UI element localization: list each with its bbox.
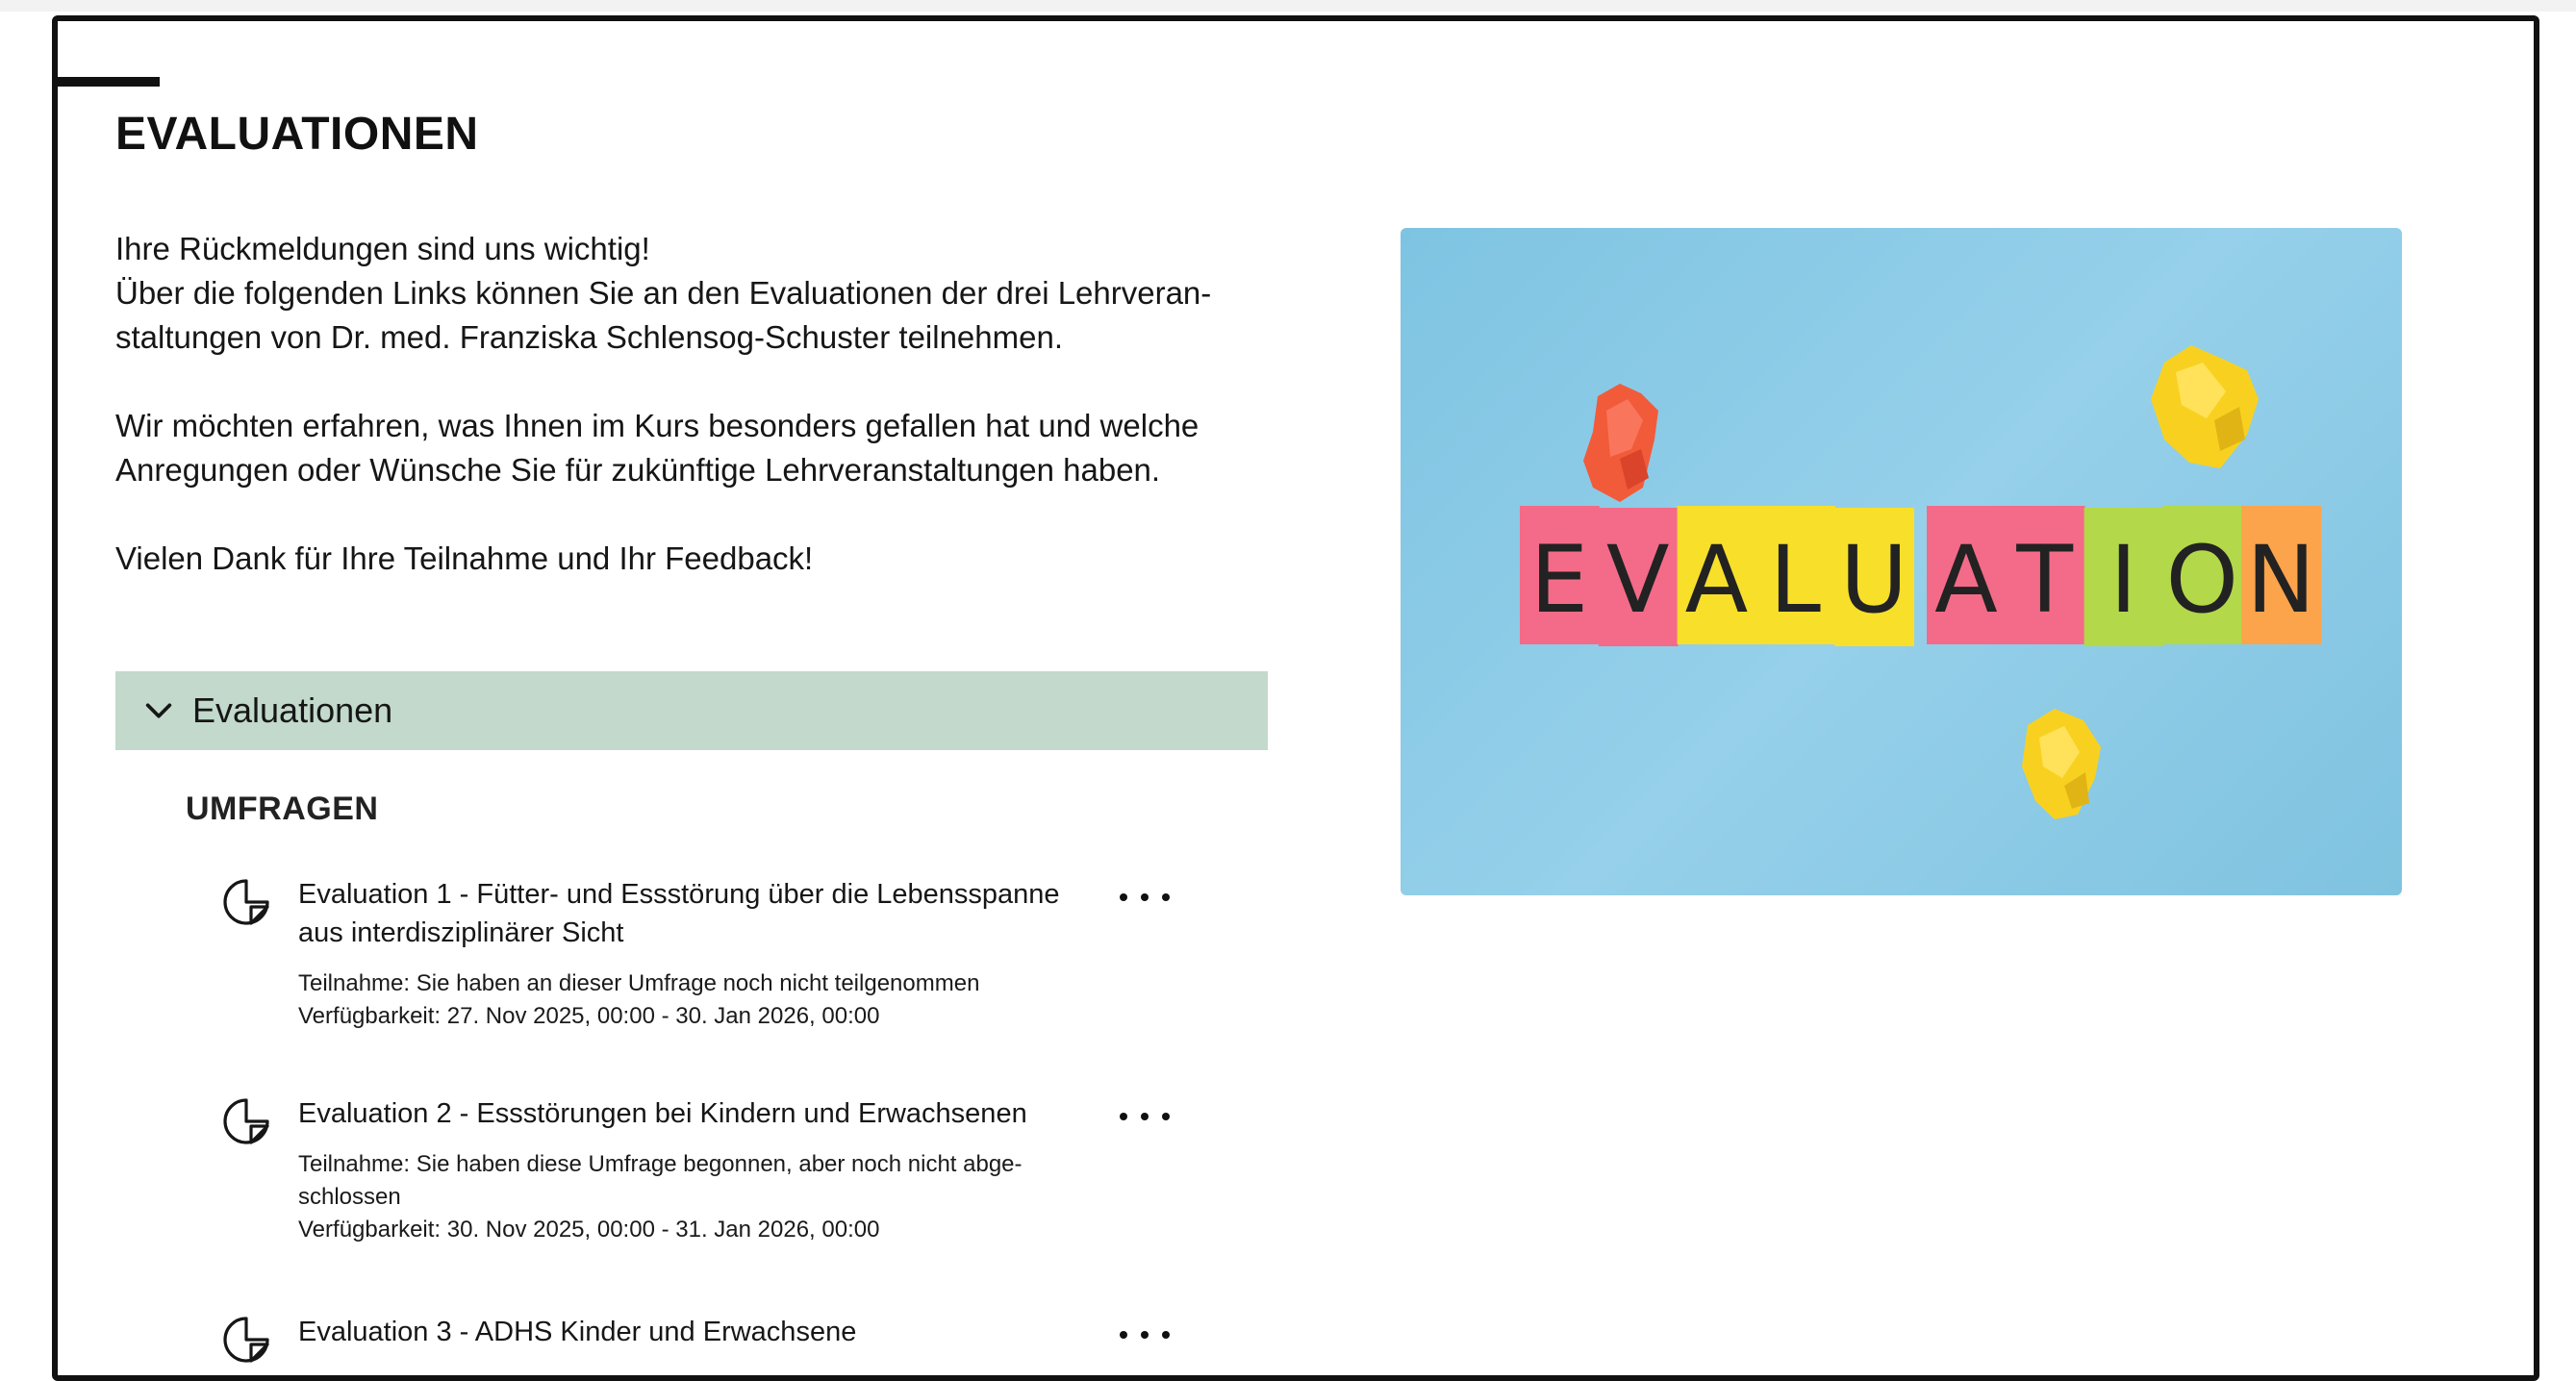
crumpled-paper-red xyxy=(1583,384,1658,502)
crumpled-paper-yellow-top xyxy=(2151,345,2259,468)
activity-meta xyxy=(298,967,1087,1033)
intro-line: Wir möchten erfahren, was Ihnen im Kurs besonders gefallen hat und welche xyxy=(115,408,1200,443)
activity-participation: Teilnahme: Sie haben diese Umfrage begonnen, aber noch nicht abge- xyxy=(298,1151,1023,1177)
intro-paragraph-2 xyxy=(115,404,1241,492)
activity-participation: Teilnahme: Sie haben an dieser Umfrage noch nicht teilgenommen xyxy=(298,970,980,996)
sticky-note-letter: I xyxy=(2109,526,2137,634)
sticky-note-letter: V xyxy=(1605,526,1670,634)
activity-name-line: Evaluation 1 - Fütter- und Essstörung über die Lebensspanne xyxy=(298,879,1060,910)
intro-line: staltungen von Dr. med. Franziska Schlensog-Schuster teilnehmen. xyxy=(115,319,1064,355)
title-accent-bar xyxy=(54,77,160,87)
section-title: Evaluationen xyxy=(192,690,393,730)
sticky-note-letter: E xyxy=(1529,526,1589,634)
survey-icon xyxy=(219,1313,273,1367)
survey-icon xyxy=(219,875,273,929)
activity-name-line: aus interdisziplinärer Sicht xyxy=(298,917,624,948)
sticky-note-letter: A xyxy=(1684,526,1749,634)
sticky-note-letter: N xyxy=(2246,526,2316,634)
activity-link[interactable] xyxy=(298,1094,1260,1133)
browser-top-strip xyxy=(0,0,2576,12)
activity-link[interactable] xyxy=(298,1313,1260,1351)
section-toggle-evaluationen[interactable] xyxy=(115,671,1268,750)
activity-name-line: Evaluation 2 - Essstörungen bei Kindern und Erwachsenen xyxy=(298,1098,1027,1129)
intro-paragraph-1 xyxy=(115,227,1241,360)
sticky-note-letter: L xyxy=(1769,526,1822,634)
sticky-note-letter: A xyxy=(1934,526,1998,634)
more-options-icon[interactable] xyxy=(1120,885,1170,910)
sticky-note-letter: T xyxy=(2016,526,2074,634)
hero-illustration xyxy=(1401,228,2402,895)
crumpled-paper-yellow-bottom xyxy=(2022,709,2101,819)
intro-line: Vielen Dank für Ihre Teilnahme und Ihr Feedback! xyxy=(115,540,814,576)
sticky-note-letters xyxy=(1520,506,2321,646)
more-options-icon[interactable] xyxy=(1120,1104,1170,1129)
sticky-note-letter: O xyxy=(2165,526,2239,634)
more-options-icon[interactable] xyxy=(1120,1322,1170,1347)
activity-name-line: Evaluation 3 - ADHS Kinder und Erwachsene xyxy=(298,1317,857,1347)
page-title: EVALUATIONEN xyxy=(115,109,479,160)
intro-text xyxy=(115,227,1241,625)
activity-availability: Verfügbarkeit: 30. Nov 2025, 00:00 - 31. Jan 2026, 00:00 xyxy=(298,1217,880,1243)
intro-paragraph-3 xyxy=(115,537,1241,581)
activity-link[interactable] xyxy=(298,875,1260,952)
intro-line: Ihre Rückmeldungen sind uns wichtig! xyxy=(115,231,650,266)
survey-icon xyxy=(219,1094,273,1148)
chevron-down-icon xyxy=(142,694,175,727)
evaluation-hero-image xyxy=(1401,228,2402,895)
activity-availability: Verfügbarkeit: 27. Nov 2025, 00:00 - 30. Jan 2026, 00:00 xyxy=(298,1003,880,1029)
subsection-title: UMFRAGEN xyxy=(186,791,379,827)
sticky-note-letter: U xyxy=(1839,526,1908,634)
activity-participation-cont: schlossen xyxy=(298,1184,401,1210)
intro-line: Anregungen oder Wünsche Sie für zukünftige Lehrveranstaltungen haben. xyxy=(115,452,1161,488)
intro-line: Über die folgenden Links können Sie an den Evaluationen der drei Lehrveran- xyxy=(115,275,1212,311)
activity-meta xyxy=(298,1148,1087,1246)
